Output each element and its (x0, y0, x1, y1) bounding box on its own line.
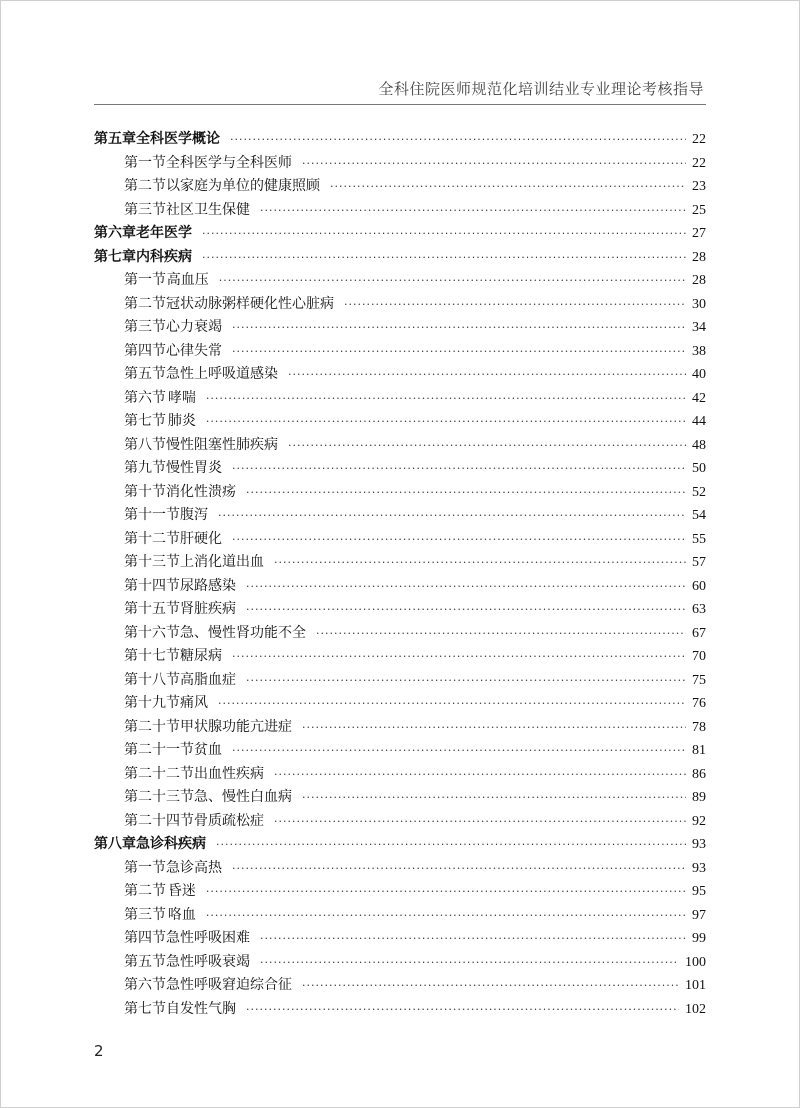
section-number: 第三节 (124, 319, 166, 335)
section-number: 第二十一节 (124, 742, 194, 758)
toc-section-entry[interactable] (94, 998, 706, 1022)
entry-page: 95 (692, 884, 706, 899)
section-number: 第十二节 (124, 530, 180, 547)
chapter-number: 第八章 (94, 836, 136, 852)
entry-page: 27 (692, 226, 706, 241)
entry-title: 以家庭为单位的健康照顾 (166, 178, 320, 194)
entry-title: 肝硬化 (180, 530, 222, 547)
section-number: 第五节 (124, 953, 166, 970)
entry-title: 急性呼吸衰竭 (166, 953, 250, 970)
dot-leader (216, 838, 686, 851)
entry-page: 55 (692, 531, 706, 547)
dot-leader (232, 345, 686, 358)
entry-page: 50 (692, 461, 706, 476)
section-number: 第一节 (124, 859, 166, 876)
entry-title: 急、慢性白血病 (194, 789, 292, 805)
entry-page: 22 (692, 132, 706, 147)
section-number: 第四节 (124, 930, 166, 946)
toc-section-entry[interactable] (94, 669, 706, 693)
section-number: 第三节 (124, 201, 166, 218)
entry-page: 81 (692, 743, 706, 758)
entry-page: 86 (692, 766, 706, 782)
section-number: 第三节 (124, 906, 166, 923)
toc-section-entry[interactable] (94, 269, 706, 293)
dot-leader (246, 1003, 679, 1016)
entry-title: 急诊科疾病 (136, 836, 206, 852)
toc-section-entry[interactable] (94, 598, 706, 622)
entry-title: 冠状动脉粥样硬化性心脏病 (166, 295, 334, 312)
entry-title: 全科医学概论 (136, 131, 220, 147)
section-number: 第二节 (124, 178, 166, 194)
entry-page: 22 (692, 155, 706, 171)
dot-leader (344, 298, 686, 311)
section-number: 第十八节 (124, 671, 180, 688)
entry-page: 42 (692, 390, 706, 406)
entry-page: 57 (692, 555, 706, 570)
entry-title: 高脂血症 (180, 671, 236, 688)
entry-page: 60 (692, 578, 706, 594)
toc-section-entry[interactable] (94, 293, 706, 317)
toc-section-entry[interactable] (94, 528, 706, 552)
toc-section-entry[interactable] (94, 974, 706, 998)
entry-title: 慢性胃炎 (166, 460, 222, 476)
entry-page: 102 (685, 1001, 706, 1017)
dot-leader (230, 133, 686, 146)
entry-title: 痛风 (180, 695, 208, 711)
section-number: 第二十三节 (124, 789, 194, 805)
entry-title: 慢性阻塞性肺疾病 (166, 436, 278, 453)
entry-page: 99 (692, 931, 706, 946)
page-number: 2 (94, 1042, 104, 1060)
dot-leader (246, 674, 686, 687)
section-number: 第十九节 (124, 695, 180, 711)
dot-leader (246, 486, 686, 499)
section-number: 第十五节 (124, 601, 180, 617)
toc-section-entry[interactable] (94, 622, 706, 646)
section-number: 第十七节 (124, 648, 180, 664)
entry-page: 28 (692, 249, 706, 265)
entry-title: 老年医学 (136, 225, 192, 241)
toc-section-entry[interactable] (94, 575, 706, 599)
entry-page: 54 (692, 508, 706, 523)
entry-page: 93 (692, 837, 706, 852)
entry-page: 52 (692, 484, 706, 500)
entry-page: 44 (692, 414, 706, 429)
dot-leader (274, 556, 686, 569)
dot-leader (316, 627, 686, 640)
entry-title: 哮喘 (167, 389, 196, 406)
entry-title: 尿路感染 (180, 577, 236, 594)
toc-section-entry[interactable] (94, 551, 706, 575)
dot-leader (302, 979, 679, 992)
toc-section-entry[interactable] (94, 152, 706, 176)
dot-leader (274, 815, 686, 828)
entry-title: 急诊高热 (166, 859, 222, 876)
entry-page: 75 (692, 672, 706, 688)
section-number: 第七节 (124, 1000, 166, 1017)
dot-leader (232, 321, 686, 334)
toc-chapter-entry[interactable] (94, 246, 706, 270)
section-number: 第十四节 (124, 577, 180, 594)
entry-page: 23 (692, 179, 706, 194)
entry-page: 70 (692, 649, 706, 664)
entry-title: 出血性疾病 (194, 765, 264, 782)
dot-leader (219, 274, 686, 287)
toc-section-entry[interactable] (94, 387, 706, 411)
toc-section-entry[interactable] (94, 410, 706, 434)
toc-section-entry[interactable] (94, 880, 706, 904)
section-number: 第六节 (124, 977, 166, 993)
dot-leader (232, 650, 686, 663)
entry-page: 89 (692, 790, 706, 805)
entry-title: 腹泻 (180, 507, 208, 523)
dot-leader (206, 392, 686, 405)
entry-title: 心律失常 (166, 342, 222, 359)
toc-section-entry[interactable] (94, 810, 706, 834)
toc-section-entry[interactable] (94, 481, 706, 505)
toc-section-entry[interactable] (94, 857, 706, 881)
entry-title: 急性呼吸困难 (166, 930, 250, 946)
toc-section-entry[interactable] (94, 434, 706, 458)
entry-page: 67 (692, 625, 706, 641)
section-number: 第二十二节 (124, 765, 194, 782)
dot-leader (302, 721, 686, 734)
entry-page: 34 (692, 320, 706, 335)
entry-title: 贫血 (194, 742, 222, 758)
toc-section-entry[interactable] (94, 199, 706, 223)
dot-leader (330, 180, 686, 193)
section-number: 第七节 (124, 413, 166, 429)
entry-page: 25 (692, 202, 706, 218)
entry-page: 100 (685, 954, 706, 970)
toc-section-entry[interactable] (94, 175, 706, 199)
entry-page: 30 (692, 296, 706, 312)
chapter-number: 第五章 (94, 131, 136, 147)
entry-title: 骨质疏松症 (194, 812, 264, 829)
section-number: 第十三节 (124, 554, 180, 570)
dot-leader (206, 885, 686, 898)
dot-leader (232, 462, 686, 475)
toc-section-entry[interactable] (94, 504, 706, 528)
entry-page: 78 (692, 719, 706, 735)
entry-page: 40 (692, 367, 706, 382)
entry-title: 肾脏疾病 (180, 601, 236, 617)
section-number: 第五节 (124, 366, 166, 382)
section-number: 第十一节 (124, 507, 180, 523)
toc-section-entry[interactable] (94, 739, 706, 763)
dot-leader (288, 439, 686, 452)
dot-leader (232, 744, 686, 757)
entry-title: 心力衰竭 (166, 319, 222, 335)
entry-page: 48 (692, 437, 706, 453)
toc-section-entry[interactable] (94, 951, 706, 975)
toc-section-entry[interactable] (94, 316, 706, 340)
entry-title: 急性上呼吸道感染 (166, 366, 278, 382)
entry-title: 高血压 (166, 272, 209, 288)
section-number: 第二十四节 (124, 812, 194, 829)
toc-section-entry[interactable] (94, 363, 706, 387)
dot-leader (232, 533, 686, 546)
entry-title: 急、慢性肾功能不全 (180, 624, 306, 641)
section-number: 第六节 (124, 389, 166, 406)
section-number: 第二节 (124, 295, 166, 312)
toc-chapter-entry[interactable] (94, 128, 706, 152)
chapter-number: 第七章 (94, 248, 136, 265)
entry-title: 咯血 (167, 906, 196, 923)
entry-page: 63 (692, 602, 706, 617)
entry-page: 38 (692, 343, 706, 359)
dot-leader (302, 791, 686, 804)
toc-section-entry[interactable] (94, 904, 706, 928)
dot-leader (288, 368, 686, 381)
entry-title: 糖尿病 (180, 648, 222, 664)
dot-leader (246, 580, 686, 593)
entry-title: 全科医学与全科医师 (166, 154, 292, 171)
entry-title: 内科疾病 (136, 248, 192, 265)
entry-title: 昏迷 (167, 883, 196, 899)
toc-chapter-entry[interactable] (94, 833, 706, 857)
toc-section-entry[interactable] (94, 340, 706, 364)
entry-page: 76 (692, 696, 706, 711)
dot-leader (206, 415, 686, 428)
dot-leader (302, 157, 686, 170)
header-rule (94, 104, 706, 105)
dot-leader (218, 509, 686, 522)
dot-leader (260, 956, 679, 969)
dot-leader (246, 603, 686, 616)
dot-leader (218, 697, 686, 710)
dot-leader (202, 251, 686, 264)
section-number: 第八节 (124, 436, 166, 453)
entry-title: 上消化道出血 (180, 554, 264, 570)
section-number: 第一节 (124, 154, 166, 171)
chapter-number: 第六章 (94, 225, 136, 241)
dot-leader (202, 227, 686, 240)
entry-title: 甲状腺功能亢进症 (180, 718, 292, 735)
toc-section-entry[interactable] (94, 692, 706, 716)
section-number: 第九节 (124, 460, 166, 476)
entry-title: 肺炎 (167, 413, 196, 429)
dot-leader (260, 932, 686, 945)
section-number: 第十六节 (124, 624, 180, 641)
section-number: 第一节 (124, 272, 166, 288)
dot-leader (260, 204, 686, 217)
entry-page: 28 (692, 273, 706, 288)
section-number: 第十节 (124, 483, 166, 500)
toc-chapter-entry[interactable] (94, 222, 706, 246)
entry-title: 自发性气胸 (166, 1000, 236, 1017)
toc-section-entry[interactable] (94, 763, 706, 787)
entry-page: 97 (692, 907, 706, 923)
running-header: 全科住院医师规范化培训结业专业理论考核指导 (378, 80, 704, 98)
section-number: 第四节 (124, 342, 166, 359)
entry-title: 消化性溃疡 (166, 483, 236, 500)
section-number: 第二节 (124, 883, 166, 899)
dot-leader (206, 909, 686, 922)
toc-section-entry[interactable] (94, 645, 706, 669)
dot-leader (232, 862, 686, 875)
section-number: 第二十节 (124, 718, 180, 735)
entry-page: 92 (692, 813, 706, 829)
entry-title: 社区卫生保健 (166, 201, 250, 218)
toc-section-entry[interactable] (94, 786, 706, 810)
table-of-contents (94, 128, 706, 1021)
entry-title: 急性呼吸窘迫综合征 (166, 977, 292, 993)
toc-section-entry[interactable] (94, 457, 706, 481)
entry-page: 93 (692, 860, 706, 876)
dot-leader (274, 768, 686, 781)
toc-section-entry[interactable] (94, 927, 706, 951)
toc-section-entry[interactable] (94, 716, 706, 740)
entry-page: 101 (685, 978, 706, 993)
